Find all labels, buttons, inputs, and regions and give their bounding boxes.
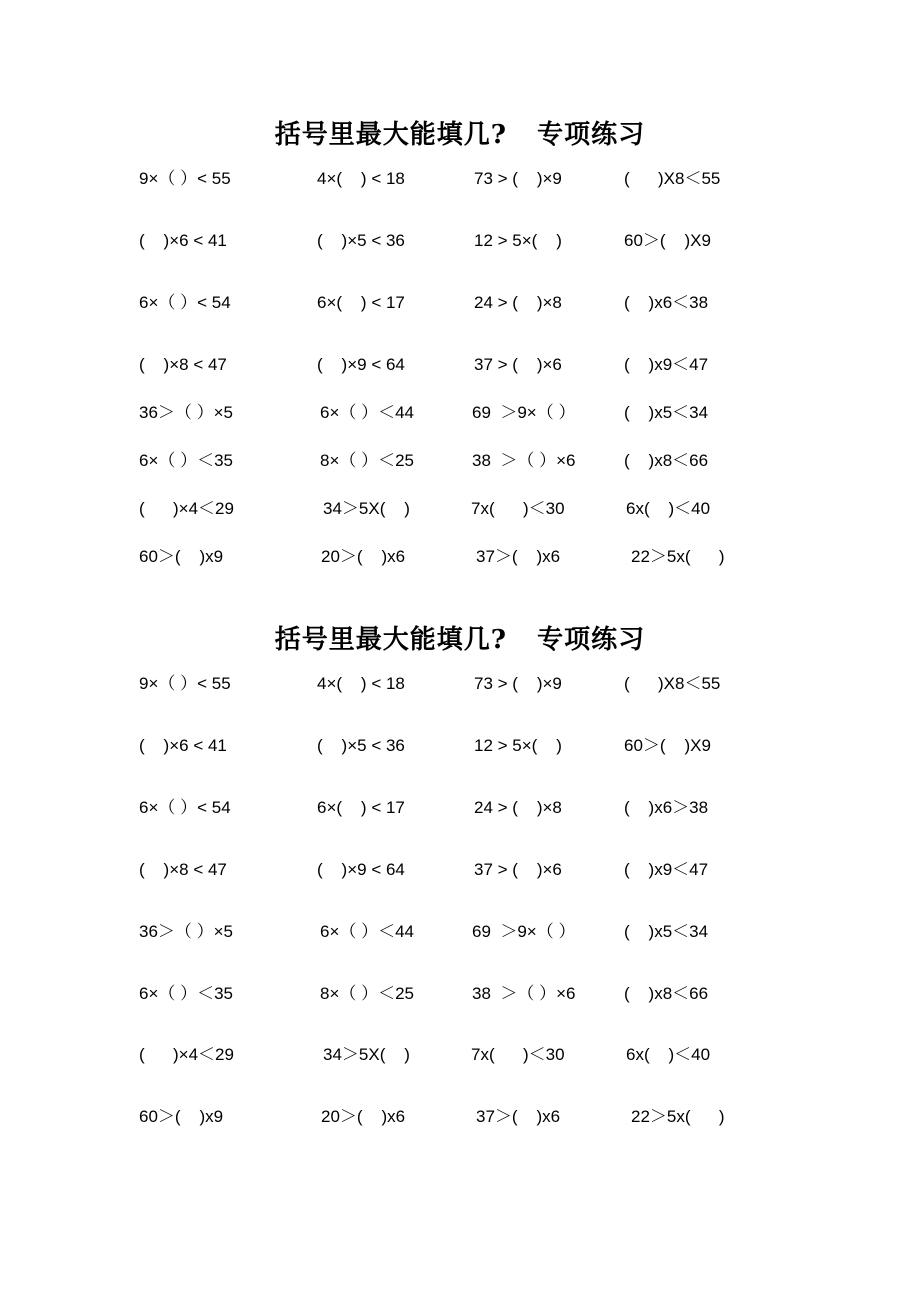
- problem-item: 37＞( )x6: [476, 547, 561, 566]
- problem-item: ( )x5＜34: [624, 403, 709, 422]
- problem-item: 8×（ ）＜25: [320, 984, 415, 1003]
- problem-item: 4×( ) < 18: [317, 169, 405, 188]
- problem-item: 6×（ ）< 54: [139, 798, 231, 817]
- problem-item: 38 ＞（ ）×6: [472, 451, 576, 470]
- problem-item: 12 > 5×( ): [474, 231, 562, 250]
- problem-item: 6×（ ）＜44: [320, 403, 415, 422]
- problem-item: 9×（ ）< 55: [139, 674, 231, 693]
- problem-item: 6x( )＜40: [626, 499, 711, 518]
- problem-item: 38 ＞（ ）×6: [472, 984, 576, 1003]
- problem-item: ( )×8 < 47: [139, 355, 227, 374]
- problem-item: 8×（ ）＜25: [320, 451, 415, 470]
- problem-item: 7x( )＜30: [471, 1045, 565, 1064]
- problem-item: ( )x9＜47: [624, 860, 709, 879]
- problem-item: 60＞( )x9: [139, 547, 224, 566]
- problem-item: ( )×9 < 64: [317, 860, 405, 879]
- problem-item: 60＞( )x9: [139, 1107, 224, 1126]
- problem-item: 22＞5x( ): [631, 1107, 725, 1126]
- problem-item: 60＞( )X9: [624, 231, 711, 250]
- worksheet-title: 括号里最大能填几? 专项练习: [274, 120, 646, 150]
- problem-item: 24 > ( )×8: [474, 293, 562, 312]
- problem-item: 20＞( )x6: [321, 1107, 406, 1126]
- problem-item: 69 ＞9×（ ）: [472, 403, 576, 422]
- problem-item: 69 ＞9×（ ）: [472, 922, 576, 941]
- problem-item: ( )x6＜38: [624, 293, 709, 312]
- problem-item: 73 > ( )×9: [474, 674, 562, 693]
- worksheet-title: 括号里最大能填几? 专项练习: [274, 625, 646, 655]
- problem-item: 12 > 5×( ): [474, 736, 562, 755]
- problem-item: ( )x6＞38: [624, 798, 709, 817]
- problem-item: 24 > ( )×8: [474, 798, 562, 817]
- problem-item: 22＞5x( ): [631, 547, 725, 566]
- problem-item: 6×（ ）＜35: [139, 451, 234, 470]
- problem-item: ( )x9＜47: [624, 355, 709, 374]
- problem-item: 37 > ( )×6: [474, 355, 562, 374]
- problem-item: 37 > ( )×6: [474, 860, 562, 879]
- problem-item: ( )x8＜66: [624, 984, 709, 1003]
- problem-item: 20＞( )x6: [321, 547, 406, 566]
- problem-item: 34＞5X( ): [323, 499, 410, 518]
- problem-item: 9×（ ）< 55: [139, 169, 231, 188]
- problem-item: ( )×6 < 41: [139, 736, 227, 755]
- problem-item: 6×（ ）< 54: [139, 293, 231, 312]
- problem-item: 36＞（ ）×5: [139, 403, 234, 422]
- problem-item: ( )×5 < 36: [317, 231, 405, 250]
- problem-item: ( )×5 < 36: [317, 736, 405, 755]
- problem-item: 6×( ) < 17: [317, 798, 405, 817]
- problem-item: 73 > ( )×9: [474, 169, 562, 188]
- problem-item: ( )×9 < 64: [317, 355, 405, 374]
- problem-item: 6×（ ）＜35: [139, 984, 234, 1003]
- problem-item: ( )×4＜29: [139, 499, 234, 518]
- problem-item: 6×( ) < 17: [317, 293, 405, 312]
- problem-item: ( )x5＜34: [624, 922, 709, 941]
- problem-item: 7x( )＜30: [471, 499, 565, 518]
- problem-item: 60＞( )X9: [624, 736, 711, 755]
- problem-item: 6x( )＜40: [626, 1045, 711, 1064]
- problem-item: ( )×4＜29: [139, 1045, 234, 1064]
- problem-item: 36＞（ ）×5: [139, 922, 234, 941]
- problem-item: 6×（ ）＜44: [320, 922, 415, 941]
- problem-item: 34＞5X( ): [323, 1045, 410, 1064]
- problem-item: ( )×6 < 41: [139, 231, 227, 250]
- problem-item: 37＞( )x6: [476, 1107, 561, 1126]
- problem-item: ( )X8＜55: [624, 169, 721, 188]
- problem-item: ( )X8＜55: [624, 674, 721, 693]
- problem-item: ( )×8 < 47: [139, 860, 227, 879]
- problem-item: ( )x8＜66: [624, 451, 709, 470]
- problem-item: 4×( ) < 18: [317, 674, 405, 693]
